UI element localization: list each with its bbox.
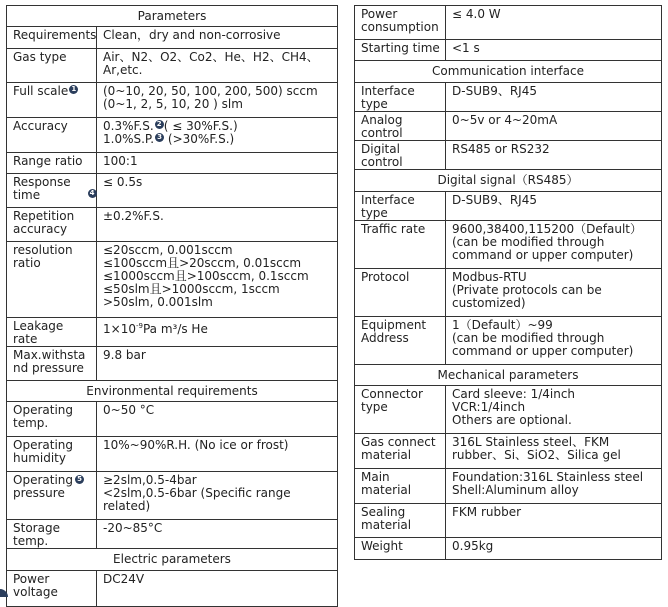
value-main-material: Foundation:316L Stainless steel Shell:Aluminum alloy: [446, 469, 662, 504]
label-traffic-rate: Traffic rate: [355, 221, 446, 269]
row-connector-type: [355, 386, 662, 434]
label-power-voltage: Power voltage: [7, 571, 97, 607]
leakage-value-post: Pa m³/s He: [142, 322, 208, 336]
value-repetition-accuracy: ±0.2%F.S.: [97, 208, 338, 242]
row-interface-type: [355, 83, 662, 112]
value-resolution-ratio: ≤20sccm, 0.001sccm ≤100sccm且>20sccm, 0.01sccm ≤1000sccm且>100sccm, 0.1sccm ≤50slm且>1000sccm, 1sccm >50slm, 0.001slm: [97, 242, 338, 318]
value-interface-type: D-SUB9、RJ45: [446, 83, 662, 112]
row-accuracy: [7, 118, 338, 153]
value-gas-connect-material: 316L Stainless steel、FKM rubber、Si、SiO2、Silica gel: [446, 434, 662, 469]
value-power-consumption: ≤ 4.0 W: [446, 6, 662, 40]
label-digital-control: Digital control: [355, 141, 446, 170]
left-spec-table: [6, 5, 338, 607]
row-main-material: [355, 469, 662, 504]
row-max-pressure: [7, 347, 338, 381]
accuracy-line2-pre: 1.0%S.P.: [103, 132, 155, 146]
response-time-label-text: Response time: [13, 175, 71, 202]
right-spec-table: [354, 5, 662, 560]
label-gas-type: Gas type: [7, 49, 97, 83]
value-response-time: ≤ 0.5s: [97, 174, 338, 208]
row-operating-temp: [7, 402, 338, 437]
section-environmental: Environmental requirements: [7, 381, 338, 402]
value-digital-control: RS485 or RS232: [446, 141, 662, 170]
section-electric: Electric parameters: [7, 549, 338, 571]
footnote-2-icon: 2: [155, 120, 164, 129]
value-operating-humidity: 10%~90%R.H. (No ice or frost): [97, 437, 338, 472]
section-parameters: Parameters: [7, 6, 338, 27]
row-starting-time: [355, 40, 662, 61]
accuracy-line2-post: (>30%F.S.): [164, 132, 235, 146]
row-interface-type-2: [355, 192, 662, 221]
value-weight: 0.95kg: [446, 538, 662, 560]
footnote-4-icon: 4: [88, 189, 97, 198]
footnote-1-icon: 1: [69, 85, 78, 94]
value-power-voltage: DC24V: [97, 571, 338, 607]
label-protocol: Protocol: [355, 269, 446, 317]
accuracy-line1-post: ( ≤ 30%F.S.): [163, 119, 238, 133]
row-requirements: [7, 27, 338, 49]
value-operating-pressure: ≥2slm,0.5-4bar <2slm,0.5-6bar (Specific range related): [97, 472, 338, 520]
full-scale-label-text: Full scale: [13, 84, 69, 98]
label-sealing-material: Sealing material: [355, 504, 446, 538]
label-resolution-ratio: resolution ratio: [7, 242, 97, 318]
leakage-value-pre: 1×10: [103, 322, 136, 336]
row-resolution-ratio: [7, 242, 338, 318]
value-max-pressure: 9.8 bar: [97, 347, 338, 381]
row-storage-temp: [7, 520, 338, 549]
row-sealing-material: [355, 504, 662, 538]
label-analog-control: Analog control: [355, 112, 446, 141]
section-mechanical: Mechanical parameters: [355, 365, 662, 386]
row-weight: [355, 538, 662, 560]
label-power-consumption: Power consumption: [355, 6, 446, 40]
label-storage-temp: Storage temp.: [7, 520, 97, 549]
label-full-scale: [7, 83, 97, 118]
value-sealing-material: FKM rubber: [446, 504, 662, 538]
row-range-ratio: [7, 153, 338, 174]
value-leakage-rate: [97, 318, 338, 347]
section-digital-signal: Digital signal（RS485）: [355, 170, 662, 192]
leakage-exponent: -9: [135, 322, 143, 330]
row-power-voltage: [7, 571, 338, 607]
value-traffic-rate: 9600,38400,115200（Default）(can be modified through command or upper computer): [446, 221, 662, 269]
row-power-consumption: [355, 6, 662, 40]
label-equipment-address: Equipment Address: [355, 317, 446, 365]
value-starting-time: <1 s: [446, 40, 662, 61]
row-repetition-accuracy: [7, 208, 338, 242]
label-range-ratio: Range ratio: [7, 153, 97, 174]
value-equipment-address: 1（Default）~99 (can be modified through command or upper computer): [446, 317, 662, 365]
row-gas-connect-material: [355, 434, 662, 469]
label-operating-pressure: [7, 472, 97, 520]
label-leakage-rate: Leakage rate: [7, 318, 97, 347]
label-response-time: [7, 174, 97, 208]
section-communication: Communication interface: [355, 61, 662, 83]
operating-pressure-label-text: Operating pressure: [13, 473, 73, 500]
value-connector-type: Card sleeve: 1/4inch VCR:1/4inch Others are optional.: [446, 386, 662, 434]
row-protocol: [355, 269, 662, 317]
value-gas-type: Air、N2、O2、Co2、He、H2、CH4、Ar,etc.: [97, 49, 338, 83]
label-max-pressure: Max.withstand pressure: [7, 347, 97, 381]
value-analog-control: 0~5v or 4~20mA: [446, 112, 662, 141]
row-response-time: [7, 174, 338, 208]
label-operating-temp: Operating temp.: [7, 402, 97, 437]
row-analog-control: [355, 112, 662, 141]
label-starting-time: Starting time: [355, 40, 446, 61]
row-digital-control: [355, 141, 662, 170]
footnote-3-icon: 3: [155, 133, 164, 142]
value-storage-temp: -20~85°C: [97, 520, 338, 549]
row-equipment-address: [355, 317, 662, 365]
row-operating-pressure: [7, 472, 338, 520]
value-protocol: Modbus-RTU (Private protocols can be customized): [446, 269, 662, 317]
row-operating-humidity: [7, 437, 338, 472]
label-requirements: Requirements: [7, 27, 97, 49]
label-main-material: Main material: [355, 469, 446, 504]
label-accuracy: Accuracy: [7, 118, 97, 153]
footnote-5-icon: 5: [75, 475, 84, 484]
label-gas-connect-material: Gas connect material: [355, 434, 446, 469]
row-gas-type: [7, 49, 338, 83]
label-repetition-accuracy: Repetition accuracy: [7, 208, 97, 242]
label-interface-type: Interface type: [355, 83, 446, 112]
value-range-ratio: 100:1: [97, 153, 338, 174]
value-requirements: Clean，dry and non-corrosive: [97, 27, 338, 49]
accuracy-line1-pre: 0.3%F.S.: [103, 119, 154, 133]
value-interface-type-2: D-SUB9、RJ45: [446, 192, 662, 221]
label-weight: Weight: [355, 538, 446, 560]
row-traffic-rate: [355, 221, 662, 269]
row-full-scale: [7, 83, 338, 118]
label-connector-type: Connector type: [355, 386, 446, 434]
value-accuracy: [97, 118, 338, 153]
row-leakage-rate: [7, 318, 338, 347]
value-operating-temp: 0~50 °C: [97, 402, 338, 437]
label-interface-type-2: Interface type: [355, 192, 446, 221]
label-operating-humidity: Operating humidity: [7, 437, 97, 472]
value-full-scale: (0~10, 20, 50, 100, 200, 500) sccm (0~1, 2, 5, 10, 20 ) slm: [97, 83, 338, 118]
